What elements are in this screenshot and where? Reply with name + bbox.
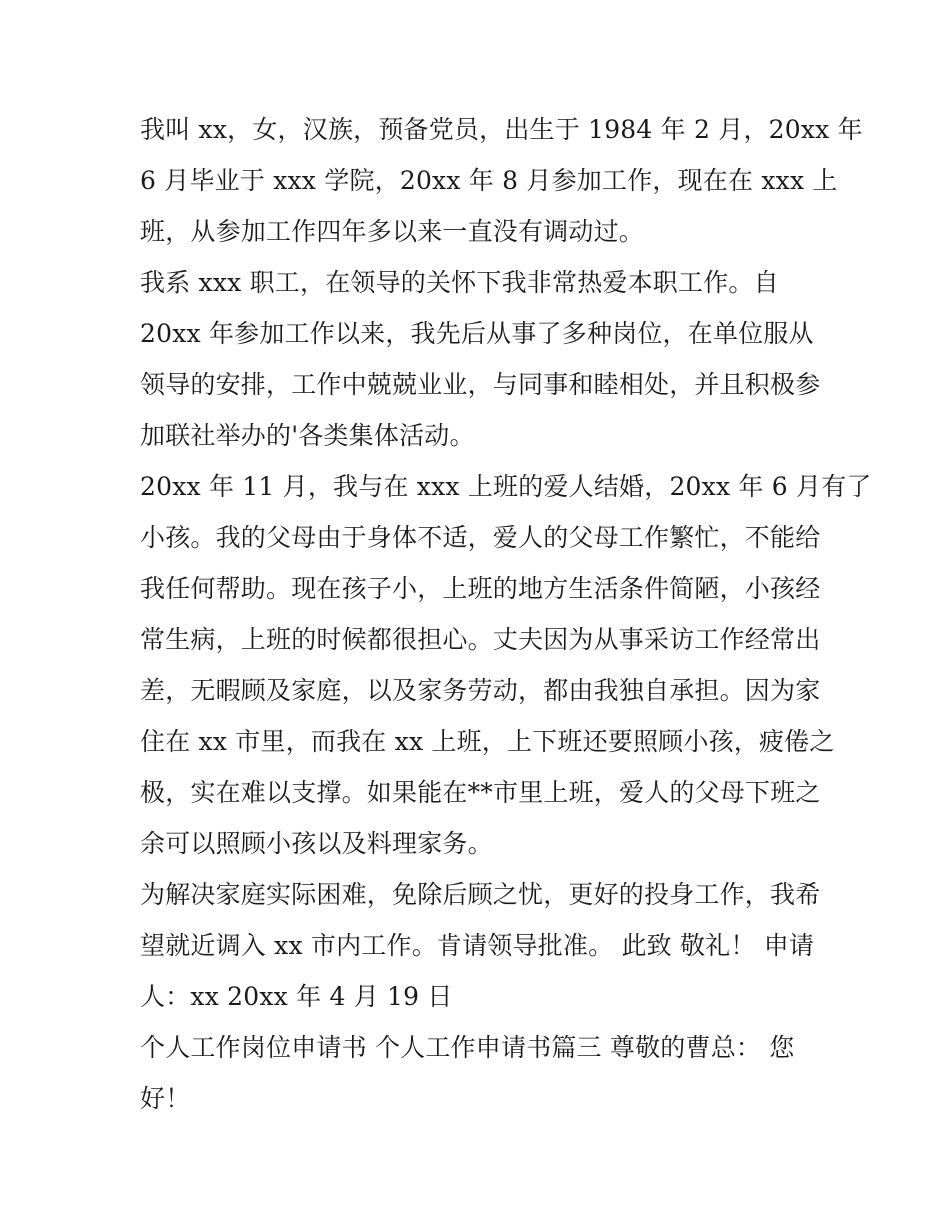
text-line: 差，无暇顾及家庭，以及家务劳动，都由我独自承担。因为家 [140, 676, 821, 705]
text-line: 我系 xxx 职工，在领导的关怀下我非常热爱本职工作。自 [140, 268, 779, 297]
text-line: 人：xx 20xx 年 4 月 19 日 [140, 982, 453, 1011]
text-line: 好！ [140, 1084, 191, 1113]
text-line: 领导的安排，工作中兢兢业业，与同事和睦相处，并且积极参 [140, 370, 821, 399]
text-line: 余可以照顾小孩以及料理家务。 [140, 829, 493, 858]
text-line: 极，实在难以支撑。如果能在**市里上班，爱人的父母下班之 [140, 778, 821, 807]
text-line: 个人工作岗位申请书 个人工作申请书篇三 尊敬的曹总： 您 [140, 1033, 795, 1062]
text-line: 住在 xx 市里，而我在 xx 上班，上下班还要照顾小孩，疲倦之 [140, 727, 835, 756]
text-line: 望就近调入 xx 市内工作。肯请领导批准。 此致 敬礼！ 申请 [140, 931, 815, 960]
text-line: 小孩。我的父母由于身体不适，爱人的父母工作繁忙，不能给 [140, 523, 821, 552]
text-line: 班，从参加工作四年多以来一直没有调动过。 [140, 217, 645, 246]
text-line: 6 月毕业于 xxx 学院，20xx 年 8 月参加工作，现在在 xxx 上 [140, 166, 838, 195]
text-line: 常生病，上班的时候都很担心。丈夫因为从事采访工作经常出 [140, 625, 821, 654]
text-line: 20xx 年 11 月，我与在 xxx 上班的爱人结婚，20xx 年 6 月有了 [140, 472, 872, 501]
text-line: 我任何帮助。现在孩子小，上班的地方生活条件简陋，小孩经 [140, 574, 821, 603]
text-line: 20xx 年参加工作以来，我先后从事了多种岗位，在单位服从 [140, 319, 814, 348]
document-body [140, 104, 872, 1124]
text-line: 为解决家庭实际困难，免除后顾之忧，更好的投身工作，我希 [140, 880, 821, 909]
text-line: 加联社举办的'各类集体活动。 [140, 421, 475, 450]
text-line: 我叫 xx，女，汉族，预备党员，出生于 1984 年 2 月，20xx 年 [140, 115, 863, 144]
